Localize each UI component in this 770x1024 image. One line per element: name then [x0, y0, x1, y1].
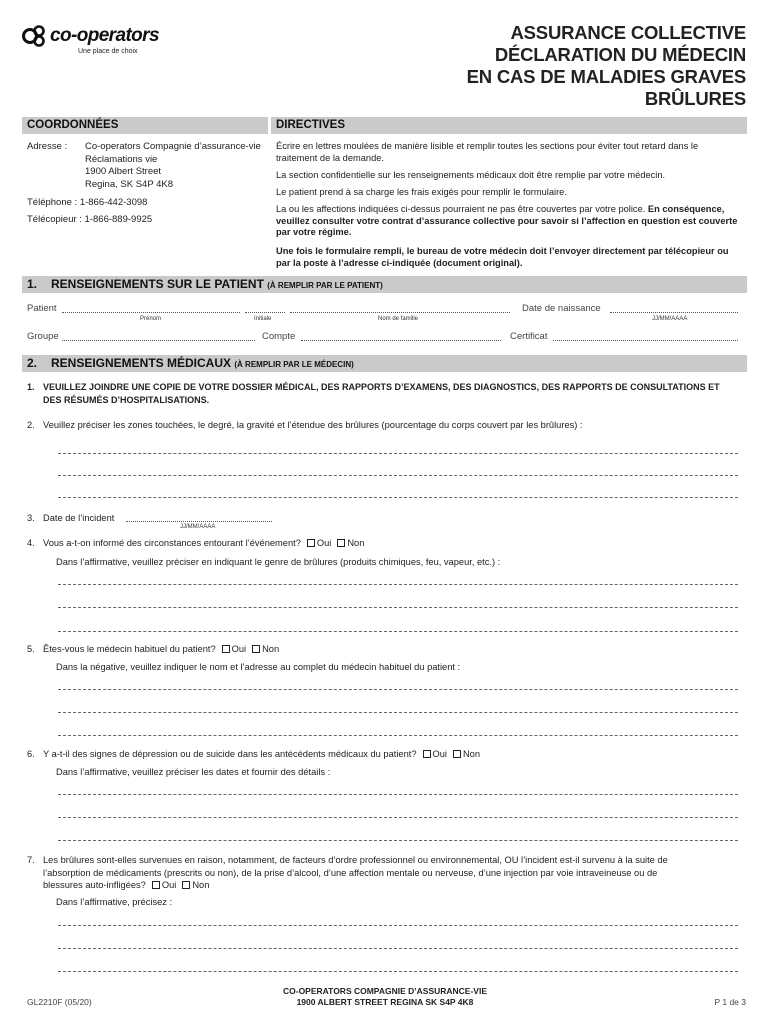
adresse-line: Regina, SK S4P 4K8 [85, 178, 174, 190]
question-4-text: Vous a-t-on informé des circonstances entourant l’événement? [43, 538, 301, 548]
question-7-number: 7. [27, 855, 35, 865]
q6-non-checkbox[interactable] [453, 750, 461, 758]
directives-heading: DIRECTIVES [271, 117, 747, 134]
title-line-4: BRÛLURES [644, 88, 746, 109]
answer-line[interactable] [58, 584, 738, 585]
section-1-title: RENSEIGNEMENTS SUR LE PATIENT [51, 277, 264, 291]
answer-line[interactable] [58, 607, 738, 608]
directive-4-normal: La ou les affections indiquées ci-dessus pourraient ne pas être couvertes par votre police. [276, 204, 648, 214]
question-5 [27, 644, 279, 654]
question-1: VEUILLEZ JOINDRE UNE COPIE DE VOTRE DOSSIER MÉDICAL, DES RAPPORTS D’EXAMENS, DES DIAGNOSTICS, DES RAPPORTS DE CONSULTATIONS ET DES RÉSUMÉS D’HOSPITALISATIONS. [43, 382, 720, 405]
answer-line[interactable] [58, 925, 738, 926]
q4-oui-checkbox[interactable] [307, 539, 315, 547]
answer-line[interactable] [58, 497, 738, 498]
adresse-line: Réclamations vie [85, 153, 158, 165]
question-5-text: Êtes-vous le médecin habituel du patient? [43, 644, 216, 654]
patient-nom-field[interactable] [290, 312, 510, 313]
question-2 [27, 420, 583, 430]
q6-non-label: Non [462, 749, 481, 759]
patient-prenom-field[interactable] [62, 312, 240, 313]
question-1-number: 1. [27, 382, 35, 392]
answer-line[interactable] [58, 735, 738, 736]
footer-address: 1900 ALBERT STREET REGINA SK S4P 4K8 [296, 997, 474, 1007]
title-line-3: EN CAS DE MALADIES GRAVES [466, 66, 746, 87]
co-operators-logo [22, 24, 182, 64]
footer-company: CO-OPERATORS COMPAGNIE D’ASSURANCE-VIE [282, 986, 488, 996]
section-1-heading [22, 276, 747, 293]
answer-line[interactable] [58, 971, 738, 972]
question-6 [27, 749, 480, 759]
section-1-number: 1. [27, 277, 38, 291]
directive-4 [276, 204, 742, 239]
q6-oui-label: Oui [432, 749, 447, 759]
dob-format: JJ/MM/AAAA [652, 316, 688, 322]
section-2-number: 2. [27, 356, 38, 370]
question-7-line-1: Les brûlures sont-elles survenues en raison, notamment, de facteurs d’ordre professionnel ou environnemental, OU l’incident est-il survenu à la suite de [43, 855, 668, 865]
answer-line[interactable] [58, 948, 738, 949]
groupe-label: Groupe [27, 331, 59, 342]
groupe-field[interactable] [62, 340, 255, 341]
document-title [467, 22, 746, 110]
answer-line[interactable] [58, 453, 738, 454]
answer-line[interactable] [58, 689, 738, 690]
question-4-number: 4. [27, 538, 35, 548]
certificat-label: Certificat [510, 331, 548, 342]
question-4 [27, 538, 364, 548]
co-operators-logo-icon [22, 24, 48, 48]
q7-non-label: Non [192, 880, 210, 890]
question-7-line-3: blessures auto-infligées? [43, 880, 146, 890]
question-3-text: Date de l’incident [43, 513, 115, 523]
section-2-heading [22, 355, 747, 372]
question-2-number: 2. [27, 420, 35, 430]
answer-line[interactable] [58, 712, 738, 713]
page-number: P 1 de 3 [714, 997, 746, 1007]
answer-line[interactable] [58, 817, 738, 818]
question-5-number: 5. [27, 644, 35, 654]
title-line-1: ASSURANCE COLLECTIVE [510, 22, 746, 43]
incident-date-field[interactable] [126, 521, 272, 522]
adresse-block [85, 141, 261, 191]
question-7-line-2: l’absorption de médicaments (prescrits ou non), de la prise d’alcool, d’une affection mentale ou nerveuse, d’une injection par voie intraveineuse ou de [43, 867, 658, 878]
nom-caption: Nom de famille [378, 316, 419, 322]
q5-oui-checkbox[interactable] [222, 645, 230, 653]
compte-field[interactable] [301, 340, 501, 341]
q7-oui-label: Oui [161, 880, 177, 890]
section-2-title: RENSEIGNEMENTS MÉDICAUX [51, 356, 232, 370]
question-6-text: Y a-t-il des signes de dépression ou de suicide dans les antécédents médicaux du patient? [43, 749, 417, 759]
directive-5: Une fois le formulaire rempli, le bureau de votre médecin doit l’envoyer directement par télécopieur ou par la poste à l’adresse ci-indiquée (document original). [276, 246, 729, 268]
title-line-2: DÉCLARATION DU MÉDECIN [494, 44, 746, 65]
logo-tagline: Une place de choix [78, 48, 138, 55]
section-2-note: (À REMPLIR PAR LE MÉDECIN) [234, 360, 354, 369]
question-5-detail: Dans la négative, veuillez indiquer le nom et l’adresse au complet du médecin habituel du patient : [56, 662, 461, 672]
q4-non-checkbox[interactable] [337, 539, 345, 547]
q7-oui-checkbox[interactable] [152, 881, 160, 889]
initiale-caption: Initiale [254, 316, 272, 322]
dob-label: Date de naissance [522, 303, 601, 314]
question-6-detail: Dans l’affirmative, veuillez préciser les dates et fournir des détails : [56, 767, 331, 777]
section-1-note: (À REMPLIR PAR LE PATIENT) [267, 281, 383, 290]
coordonnees-heading: COORDONNÉES [22, 117, 268, 134]
question-7 [27, 854, 668, 892]
question-7-detail: Dans l’affirmative, précisez : [56, 897, 173, 907]
directive-2: La section confidentielle sur les renseignements médicaux doit être remplie par votre médecin. [276, 170, 666, 180]
telephone: Téléphone : 1-866-442-3098 [27, 197, 148, 208]
directive-4-bold: En conséquence, veuillez consulter votre contrat d’assurance collective pour savoir si l’affection en question est couverte par votre régime. [276, 204, 738, 237]
q5-non-label: Non [262, 644, 280, 654]
telecopieur: Télécopieur : 1-866-889-9925 [27, 214, 153, 225]
compte-label: Compte [262, 331, 296, 342]
answer-line[interactable] [58, 840, 738, 841]
answer-line[interactable] [58, 631, 738, 632]
answer-line[interactable] [58, 475, 738, 476]
dob-field[interactable] [610, 312, 738, 313]
adresse-line: 1900 Albert Street [85, 166, 162, 177]
logo-text: co-operators [50, 25, 159, 46]
answer-line[interactable] [58, 794, 738, 795]
q7-non-checkbox[interactable] [182, 881, 190, 889]
incident-date-format: JJ/MM/AAAA [180, 524, 216, 530]
form-id: GL2210F (05/20) [27, 997, 92, 1007]
question-2-text: Veuillez préciser les zones touchées, le degré, la gravité et l’étendue des brûlures (pourcentage du corps couvert par les brûlures) : [43, 420, 583, 430]
adresse-line: Co-operators Compagnie d’assurance-vie [85, 141, 261, 152]
certificat-field[interactable] [553, 340, 738, 341]
q5-non-checkbox[interactable] [252, 645, 260, 653]
question-3 [27, 513, 114, 523]
q4-oui-label: Oui [316, 538, 332, 548]
question-3-number: 3. [27, 513, 35, 523]
question-4-detail: Dans l’affirmative, veuillez préciser en indiquant le genre de brûlures (produits chimiques, feu, vapeur, etc.) : [56, 557, 501, 567]
question-6-number: 6. [27, 749, 35, 759]
q6-oui-checkbox[interactable] [423, 750, 431, 758]
q4-non-label: Non [347, 538, 365, 548]
adresse-label: Adresse : [27, 141, 68, 152]
prenom-caption: Prénom [140, 316, 162, 322]
directive-1: Écrire en lettres moulées de manière lisible et remplir toutes les sections pour éviter tout retard dans le traitement de la demande. [276, 141, 699, 163]
patient-label: Patient [27, 303, 57, 314]
directive-3: Le patient prend à sa charge les frais exigés pour remplir le formulaire. [276, 187, 567, 197]
q5-oui-label: Oui [231, 644, 247, 654]
patient-initiale-field[interactable] [245, 312, 285, 313]
